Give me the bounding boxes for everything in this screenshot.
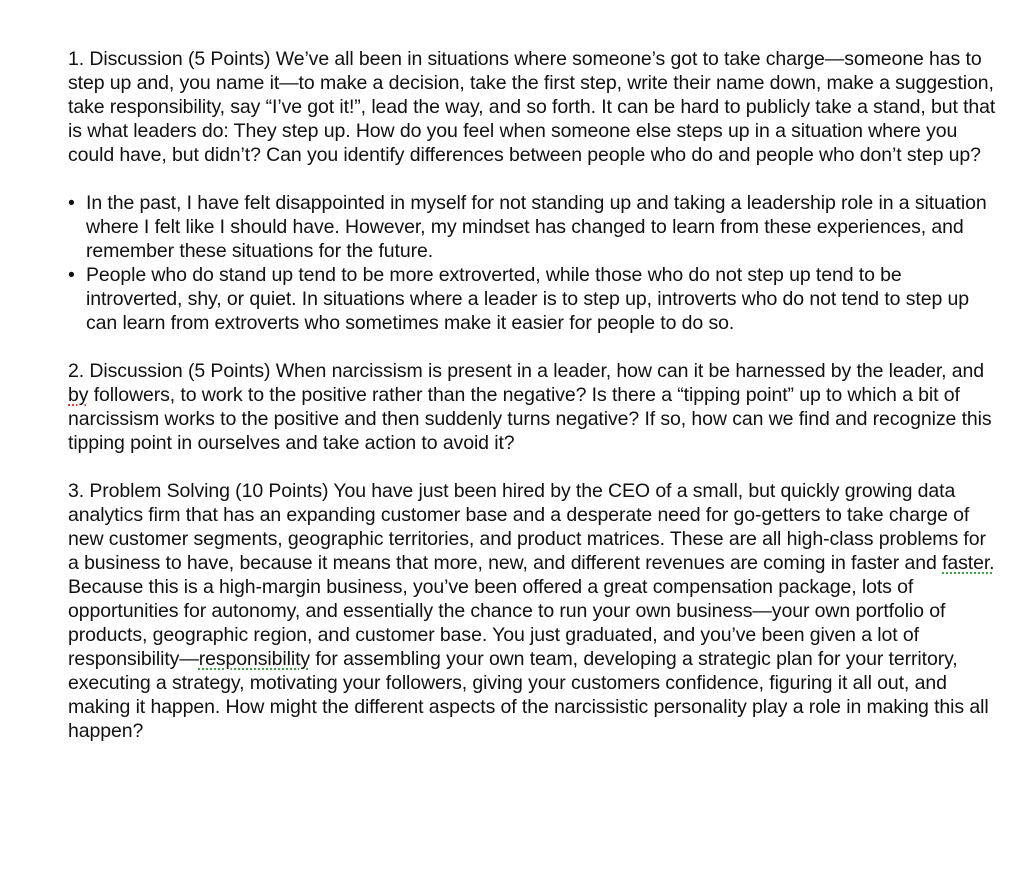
answer-item	[68, 191, 996, 263]
question-2-text-end: followers, to work to the positive rather than the negative? Is there a “tipping point” up to which a bit of narcissism works to the positive and then suddenly turns negative? If so, how can we find and recognize this tipping point in ourselves and take action to avoid it?	[68, 384, 992, 454]
bullet-icon: •	[68, 264, 75, 286]
grammar-flag[interactable]: responsibility	[198, 648, 311, 670]
grammar-flag[interactable]: faster.	[942, 552, 995, 574]
paragraph-gap	[68, 455, 996, 479]
question-2-text-start: 2. Discussion (5 Points) When narcissism is present in a leader, how can it be harnessed by the leader, and	[68, 360, 985, 382]
answer-item	[68, 263, 996, 335]
question-3-text-c: for assembling your own team, developing a strategic plan for your territory, executing a strategy, motivating your followers, giving your customers confidence, figuring it all out, and making it happen. How might the different aspects of the narcissistic personality play a role in making this all happen?	[68, 648, 989, 742]
paragraph-gap	[68, 167, 996, 191]
question-3	[68, 479, 996, 743]
document-body	[68, 47, 996, 743]
paragraph-gap	[68, 335, 996, 359]
question-3-text-a: 3. Problem Solving (10 Points) You have just been hired by the CEO of a small, but quickly growing data analytics firm that has an expanding customer base and a desperate need for go-getters to take charge of new customer segments, geographic territories, and product matrices. These are all high-class problems for a business to have, because it means that more, new, and different revenues are coming in faster and	[68, 480, 986, 574]
spelling-flag[interactable]: by	[68, 384, 89, 406]
question-3-text-b: Because this is a high-margin business, you’ve been offered a great compensation package, lots of opportunities for autonomy, and essentially the chance to run your own business—your own portfolio of products, geographic region, and customer base. You just graduated, and you’ve been given a lot of responsibility—	[68, 576, 946, 670]
answer-text: People who do stand up tend to be more extroverted, while those who do not step up tend to be introverted, shy, or quiet. In situations where a leader is to step up, introverts who do not tend to step up can learn from extroverts who sometimes make it easier for people to do so.	[86, 264, 969, 334]
answer-list	[68, 191, 996, 335]
question-1: 1. Discussion (5 Points) We’ve all been in situations where someone’s got to take charge—someone has to step up and, you name it—to make a decision, take the first step, write their name down, make a suggestion, take responsibility, say “I’ve got it!”, lead the way, and so forth. It can be hard to publicly take a stand, but that is what leaders do: They step up. How do you feel when someone else steps up in a situation where you could have, but didn’t? Can you identify differences between people who do and people who don’t step up?	[68, 48, 996, 166]
bullet-icon: •	[68, 192, 75, 214]
question-2	[68, 359, 996, 455]
answer-text: In the past, I have felt disappointed in myself for not standing up and taking a leadership role in a situation where I felt like I should have. However, my mindset has changed to learn from these experiences, and remember these situations for the future.	[86, 192, 987, 262]
